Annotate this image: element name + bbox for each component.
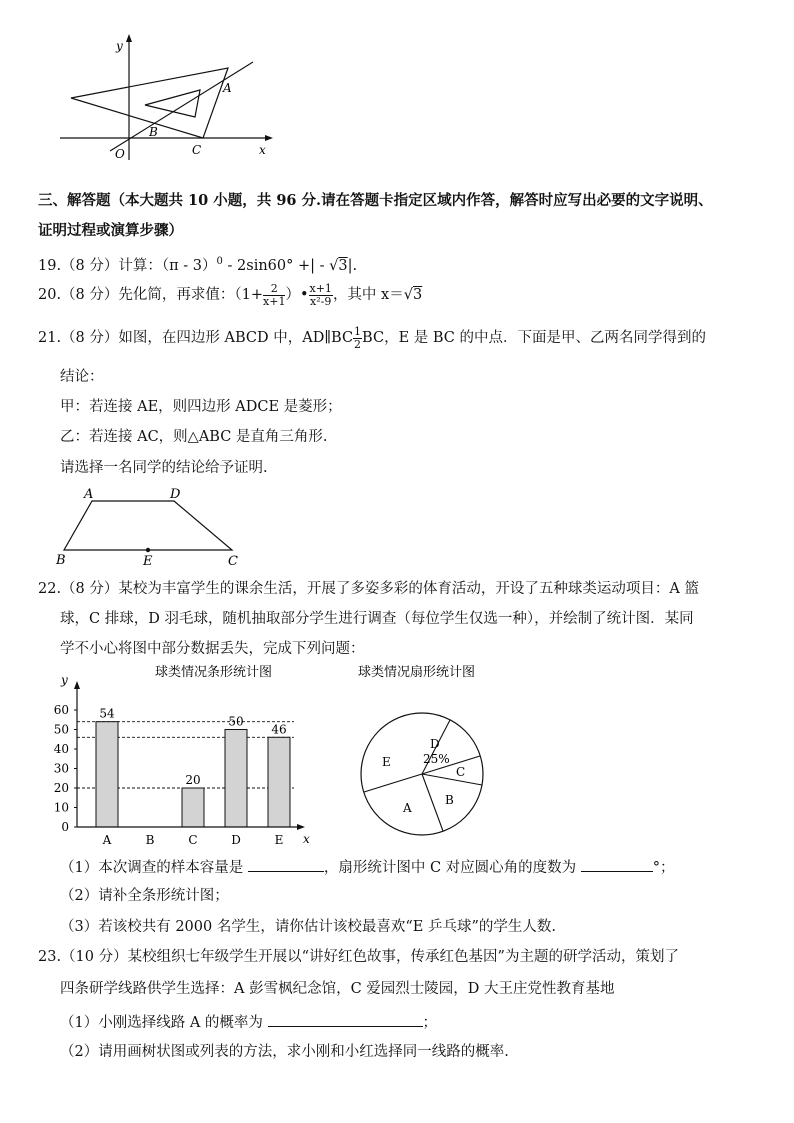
q20-frac1-denominator: x+1 (263, 294, 286, 308)
pie-divider-a-e (364, 774, 422, 792)
y-tick-label: 20 (53, 781, 69, 795)
question-22-line3: 学不小心将图中部分数据丢失，完成下列问题： (60, 641, 365, 657)
label-c: C (192, 143, 202, 157)
y-axis-arrow (126, 34, 132, 42)
question-22-line1: 22.（8 分）某校为丰富学生的课余生活，开展了多姿多彩的体育活动，开设了五种球类运动项目：A 篮 (38, 581, 699, 597)
q19-middle: - 2sin60° +| - (222, 257, 330, 274)
q20-middle: ）• (285, 287, 309, 303)
q19-suffix: |. (347, 257, 358, 274)
y-tick-label: 30 (53, 761, 69, 776)
question-22-sub1 (60, 857, 675, 877)
q21-line1-part-a: 21.（8 分）如图，在四边形 ABCD 中，AD∥BC (38, 330, 354, 346)
q23-sub1-part-b: ； (422, 1015, 438, 1031)
q23-sub1-part-a: （1）小刚选择线路 A 的概率为 (60, 1015, 263, 1031)
label-a: A (84, 487, 94, 502)
data-label-C: 20 (185, 773, 201, 787)
question-21-line5: 请选择一名同学的结论给予证明. (60, 460, 268, 476)
q22-sub1-part-b: ，扇形统计图中 C 对应圆心角的度数为 (323, 860, 577, 876)
q19-prefix: 19.（8 分）计算：（π - 3） (38, 257, 217, 274)
trapezoid-abcd (64, 501, 232, 550)
x-axis-label: x (303, 832, 310, 846)
section-header-line2: 证明过程或演算步骤） (38, 222, 183, 239)
label-c: C (228, 554, 238, 569)
bar-C (182, 788, 204, 827)
bar-D (225, 730, 247, 828)
data-label-E: 46 (271, 722, 287, 737)
midpoint-e (146, 548, 150, 552)
q20-frac2-denominator: x²-9 (310, 294, 332, 308)
q21-frac-numerator: 1 (354, 324, 362, 338)
question-23-sub2: （2）请用画树状图或列表的方法，求小刚和小红选择同一线路的概率. (60, 1044, 509, 1060)
pie-divider-b-a (422, 774, 443, 831)
question-22-line2: 球，C 排球，D 羽毛球，随机抽取部分学生进行调查（每位学生仅选一种），并绘制了统计图．某同 (60, 611, 694, 627)
label-b: B (149, 125, 158, 139)
label-a: A (223, 81, 232, 95)
question-22-sub2: （2）请补全条形统计图； (60, 888, 229, 904)
question-22-sub3: （3）若该校共有 2000 名学生，请你估计该校最喜欢“E 乒乓球”的学生人数. (60, 919, 556, 935)
category-label-A: A (102, 833, 112, 847)
q20-frac2-numerator: x+1 (309, 281, 332, 295)
pie-label-b: B (445, 793, 454, 807)
label-y: y (116, 39, 123, 53)
bar-A (96, 722, 118, 827)
label-e: E (143, 554, 153, 569)
answer-blank-probability[interactable] (268, 1012, 423, 1027)
q21-fraction (353, 326, 362, 351)
label-d: D (170, 487, 181, 502)
pie-chart-title: 球类情况扇形统计图 (358, 665, 476, 680)
question-23-sub1 (60, 1012, 437, 1032)
label-b: B (56, 553, 66, 568)
q21-frac-denominator: 2 (354, 337, 362, 351)
q22-sub1-part-a: （1）本次调查的样本容量是 (60, 860, 244, 876)
y-tick-label: 50 (53, 722, 69, 737)
q20-prefix: 20.（8 分）先化简，再求值：（1+ (38, 287, 264, 303)
data-label-D: 50 (228, 714, 244, 729)
question-23-line2: 四条研学线路供学生选择：A 彭雪枫纪念馆，C 爱园烈士陵园，D 大王庄党性教育基地 (60, 981, 615, 997)
question-19 (38, 253, 357, 275)
q20-fraction-1 (263, 283, 285, 308)
category-label-E: E (274, 833, 284, 847)
y-tick-label: 10 (53, 800, 69, 815)
question-23-line1: 23.（10 分）某校组织七年级学生开展以“讲好红色故事，传承红色基因”为主题的研学活动，策划了 (38, 949, 679, 965)
small-triangle (145, 90, 200, 117)
answer-blank-angle-c[interactable] (581, 857, 653, 872)
data-label-A: 54 (99, 706, 115, 721)
category-label-D: D (231, 833, 241, 847)
q19-radicand: 3 (338, 257, 348, 274)
sqrt-sign: √ (329, 257, 339, 274)
pie-divider-c-b (422, 774, 482, 785)
label-o: O (115, 147, 125, 161)
x-axis-arrow (265, 135, 273, 141)
sqrt-sign: √ (403, 287, 413, 303)
q20-suffix: ，其中 x＝ (332, 287, 404, 303)
bar-E (268, 737, 290, 827)
label-x: x (259, 143, 266, 157)
coordinate-figure (55, 30, 285, 165)
bar-chart-title: 球类情况条形统计图 (155, 665, 273, 680)
trapezoid-figure (52, 484, 252, 569)
q22-sub1-part-c: °； (652, 860, 675, 876)
y-axis-arrow (74, 681, 80, 689)
question-21-line2: 结论： (60, 369, 104, 385)
pie-label-e: E (382, 755, 391, 769)
category-label-C: C (188, 833, 198, 847)
answer-blank-sample-size[interactable] (248, 857, 324, 872)
q20-radicand: 3 (412, 287, 423, 303)
q20-fraction-2 (309, 283, 333, 308)
bar-chart (50, 660, 330, 850)
y-tick-label: 40 (53, 742, 69, 756)
question-21-line4: 乙：若连接 AC，则△ABC 是直角三角形. (60, 429, 328, 445)
q21-line1-part-b: BC，E 是 BC 的中点．下面是甲、乙两名同学得到的 (362, 330, 706, 346)
y-tick-label: 0 (61, 820, 69, 834)
q20-frac1-numerator: 2 (263, 283, 285, 296)
category-label-B: B (145, 833, 155, 847)
pie-label-d-percent: 25% (423, 752, 450, 766)
question-20 (38, 280, 422, 310)
y-axis-label: y (61, 673, 68, 687)
pie-label-c: C (456, 765, 466, 779)
y-tick-label: 60 (53, 703, 69, 717)
pie-label-d: D (430, 737, 440, 751)
pie-label-a: A (403, 801, 412, 815)
q19-exponent: 0 (216, 256, 223, 267)
section-header-line1: 三、解答题（本大题共 10 小题，共 96 分.请在答题卡指定区域内作答，解答时应写出必要的文字说明、 (38, 192, 713, 209)
question-21-line1 (38, 323, 706, 353)
question-21-line3: 甲：若连接 AE，则四边形 ADCE 是菱形； (60, 399, 342, 415)
pie-chart (350, 660, 510, 850)
x-axis-arrow (297, 824, 305, 830)
